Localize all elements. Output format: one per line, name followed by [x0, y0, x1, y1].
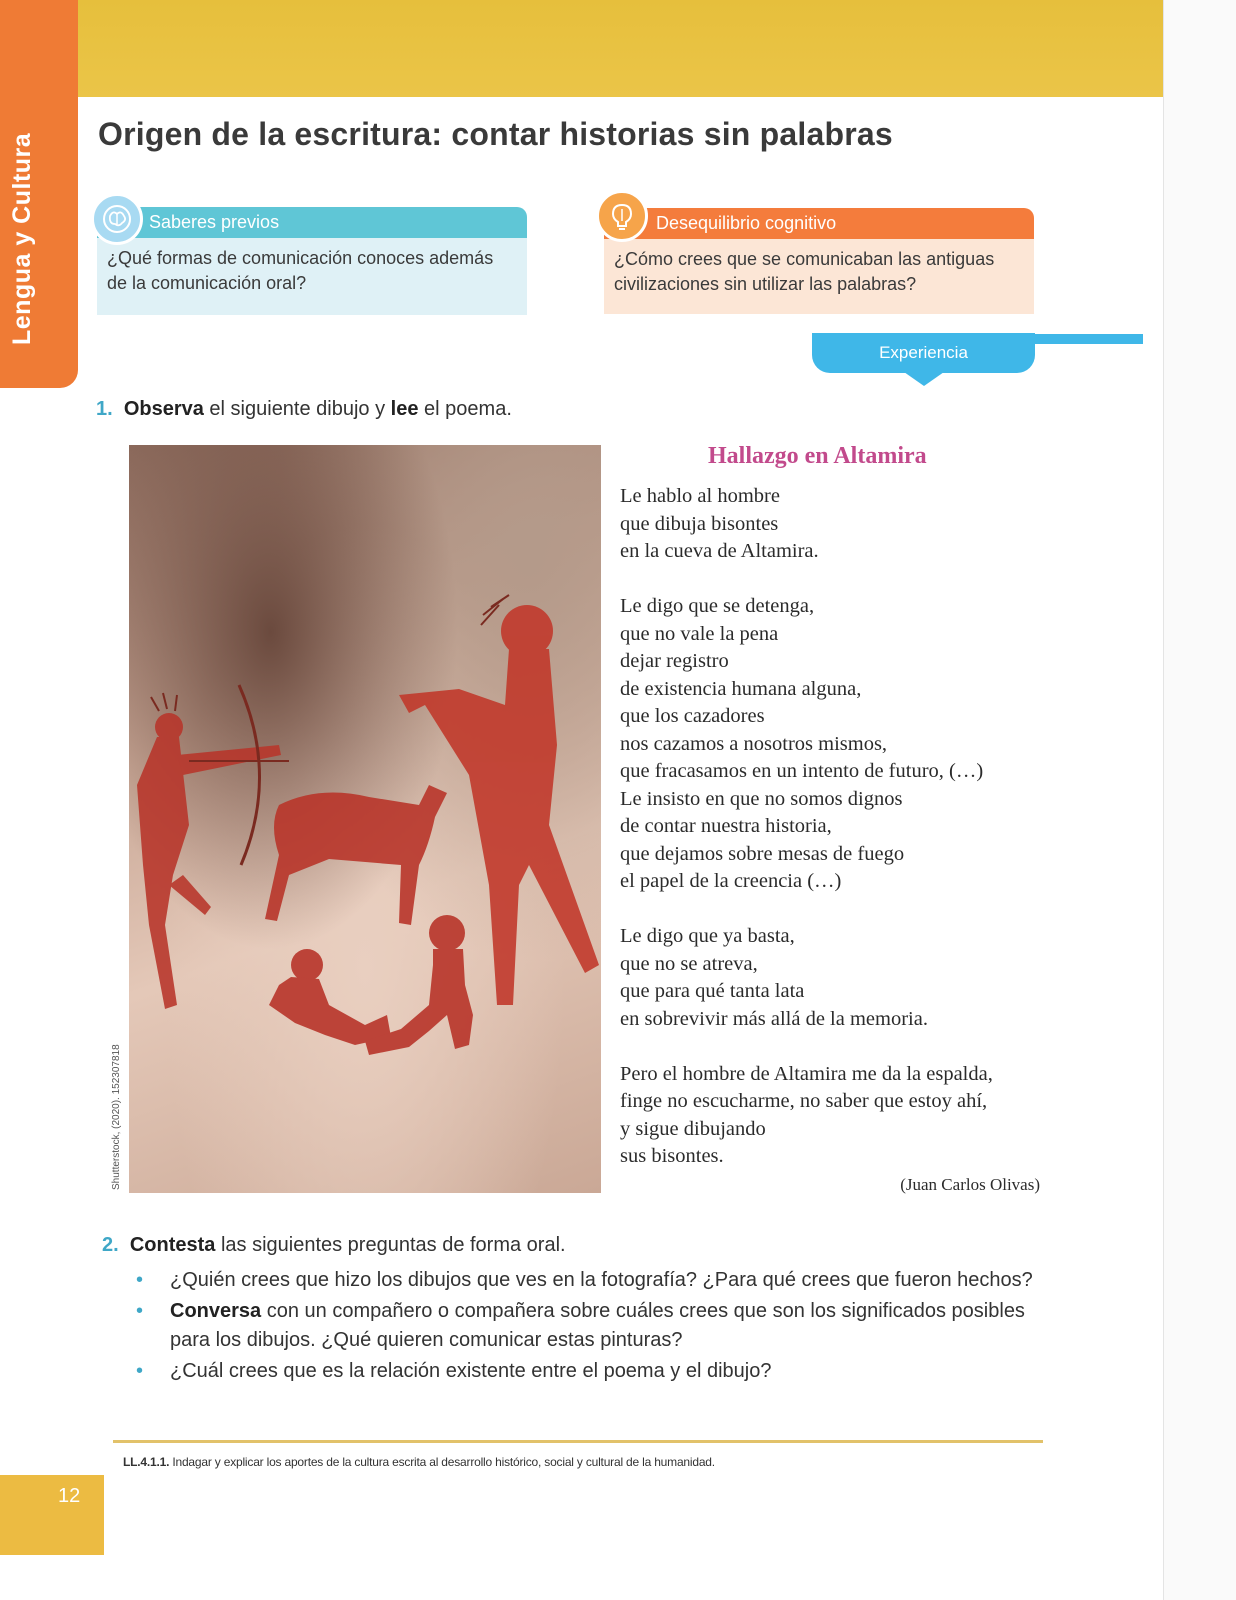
- poem-line: que para qué tanta lata: [620, 980, 805, 1002]
- poem-stanza-2: [620, 593, 1050, 896]
- curriculum-code: LL.4.1.1.: [123, 1455, 170, 1469]
- seated-figures: [269, 915, 473, 1055]
- poem-line: que fracasamos en un intento de futuro, (…): [620, 760, 984, 782]
- dog-figure: [265, 785, 447, 925]
- cave-painting-photo: [129, 445, 601, 1193]
- saberes-previos-box: [97, 207, 527, 315]
- poem-line: Le hablo al hombre: [620, 485, 780, 507]
- poem-line: Le digo que se detenga,: [620, 595, 815, 617]
- brain-icon: [91, 193, 143, 245]
- poem-line: y sigue dibujando: [620, 1117, 766, 1140]
- experiencia-rule: [1030, 334, 1143, 344]
- poem-line: Le insisto en que no somos dignos: [620, 787, 903, 810]
- footer-rule: [113, 1440, 1043, 1443]
- poem-line: finge no escucharme, no saber que estoy ahí,: [620, 1090, 988, 1112]
- question-2: [102, 1234, 566, 1257]
- bullet-item: [134, 1357, 1054, 1386]
- page-title: Origen de la escritura: contar historias sin palabras: [98, 116, 893, 152]
- poem-line: que no vale la pena: [620, 622, 779, 645]
- question-1-text-a: el siguiente dibujo y: [203, 398, 391, 420]
- photo-credit: Shutterstock, (2020). 152307818: [111, 1044, 122, 1190]
- curriculum-note: [123, 1455, 715, 1469]
- poem-line: que dibuja bisontes: [620, 512, 779, 535]
- poem-stanza-4: [620, 1061, 1050, 1171]
- poem-line: Le digo que ya basta,: [620, 925, 795, 947]
- lightbulb-icon: [596, 190, 648, 242]
- experiencia-notch: [904, 372, 944, 386]
- desequilibrio-header: Desequilibrio cognitivo: [604, 208, 1034, 239]
- bow: [239, 685, 260, 865]
- poem-title: Hallazgo en Altamira: [708, 443, 927, 469]
- saberes-previos-header: Saberes previos: [97, 207, 527, 238]
- poem-line: el papel de la creencia (…): [620, 870, 842, 892]
- poem-line: que no se atreva,: [620, 952, 758, 975]
- desequilibrio-cognitivo-box: [604, 208, 1034, 314]
- bullet-item: [134, 1297, 1054, 1355]
- question-1-verb-observa: Observa: [123, 398, 204, 420]
- poem-line: en la cueva de Altamira.: [620, 540, 819, 562]
- experiencia-tag: Experiencia: [812, 333, 1035, 373]
- question-1: [96, 398, 512, 421]
- poem-line: Pero el hombre de Altamira me da la espalda,: [620, 1062, 993, 1085]
- top-color-band: [0, 0, 1165, 97]
- poem-line: sus bisontes.: [620, 1145, 724, 1167]
- question-1-number: 1.: [96, 398, 113, 420]
- bullet-text: ¿Quién crees que hizo los dibujos que ves en la fotografía? ¿Para qué crees que fueron hechos?: [170, 1269, 1033, 1291]
- poem-line: que dejamos sobre mesas de fuego: [620, 842, 905, 865]
- poem-stanza-1: [620, 483, 1050, 566]
- poem-line: de contar nuestra historia,: [620, 815, 832, 837]
- cave-painting-figures: [129, 445, 601, 1193]
- poem-stanza-3: [620, 923, 1050, 1033]
- question-2-verb: Contesta: [129, 1234, 216, 1256]
- bullet-item: [134, 1266, 1054, 1295]
- question-1-text-b: el poema.: [418, 398, 512, 420]
- curriculum-text: Indagar y explicar los aportes de la cultura escrita al desarrollo histórico, social y cultural de la humanidad.: [169, 1455, 715, 1469]
- question-2-text: las siguientes preguntas de forma oral.: [215, 1234, 566, 1256]
- desequilibrio-question: ¿Cómo crees que se comunicaban las antiguas civilizaciones sin utilizar las palabras?: [604, 239, 1034, 314]
- poem-line: que los cazadores: [620, 705, 765, 727]
- saberes-previos-question: ¿Qué formas de comunicación conoces además de la comunicación oral?: [97, 238, 527, 315]
- question-2-number: 2.: [102, 1234, 119, 1256]
- question-1-verb-lee: lee: [390, 398, 419, 420]
- bullet-text: ¿Cuál crees que es la relación existente entre el poema y el dibujo?: [170, 1360, 772, 1382]
- page-number: 12: [58, 1485, 81, 1507]
- page-torn-edge: [1163, 0, 1236, 1600]
- section-side-tab: [0, 0, 78, 388]
- bullet-bold: Conversa: [170, 1300, 262, 1322]
- question-2-bullets: [134, 1266, 1054, 1388]
- poem-author: (Juan Carlos Olivas): [900, 1175, 1040, 1194]
- poem-line: nos cazamos a nosotros mismos,: [620, 732, 888, 755]
- poem-line: de existencia humana alguna,: [620, 677, 862, 700]
- poem: [620, 483, 1050, 1198]
- page-number-block: [0, 1475, 104, 1555]
- bullet-text: con un compañero o compañera sobre cuáles crees que son los significados posibles para los dibujos. ¿Qué quieren comunicar estas pinturas?: [170, 1300, 1025, 1351]
- poem-line: dejar registro: [620, 650, 729, 672]
- poem-line: en sobrevivir más allá de la memoria.: [620, 1007, 928, 1030]
- section-side-tab-label: Lengua y Cultura: [8, 132, 36, 345]
